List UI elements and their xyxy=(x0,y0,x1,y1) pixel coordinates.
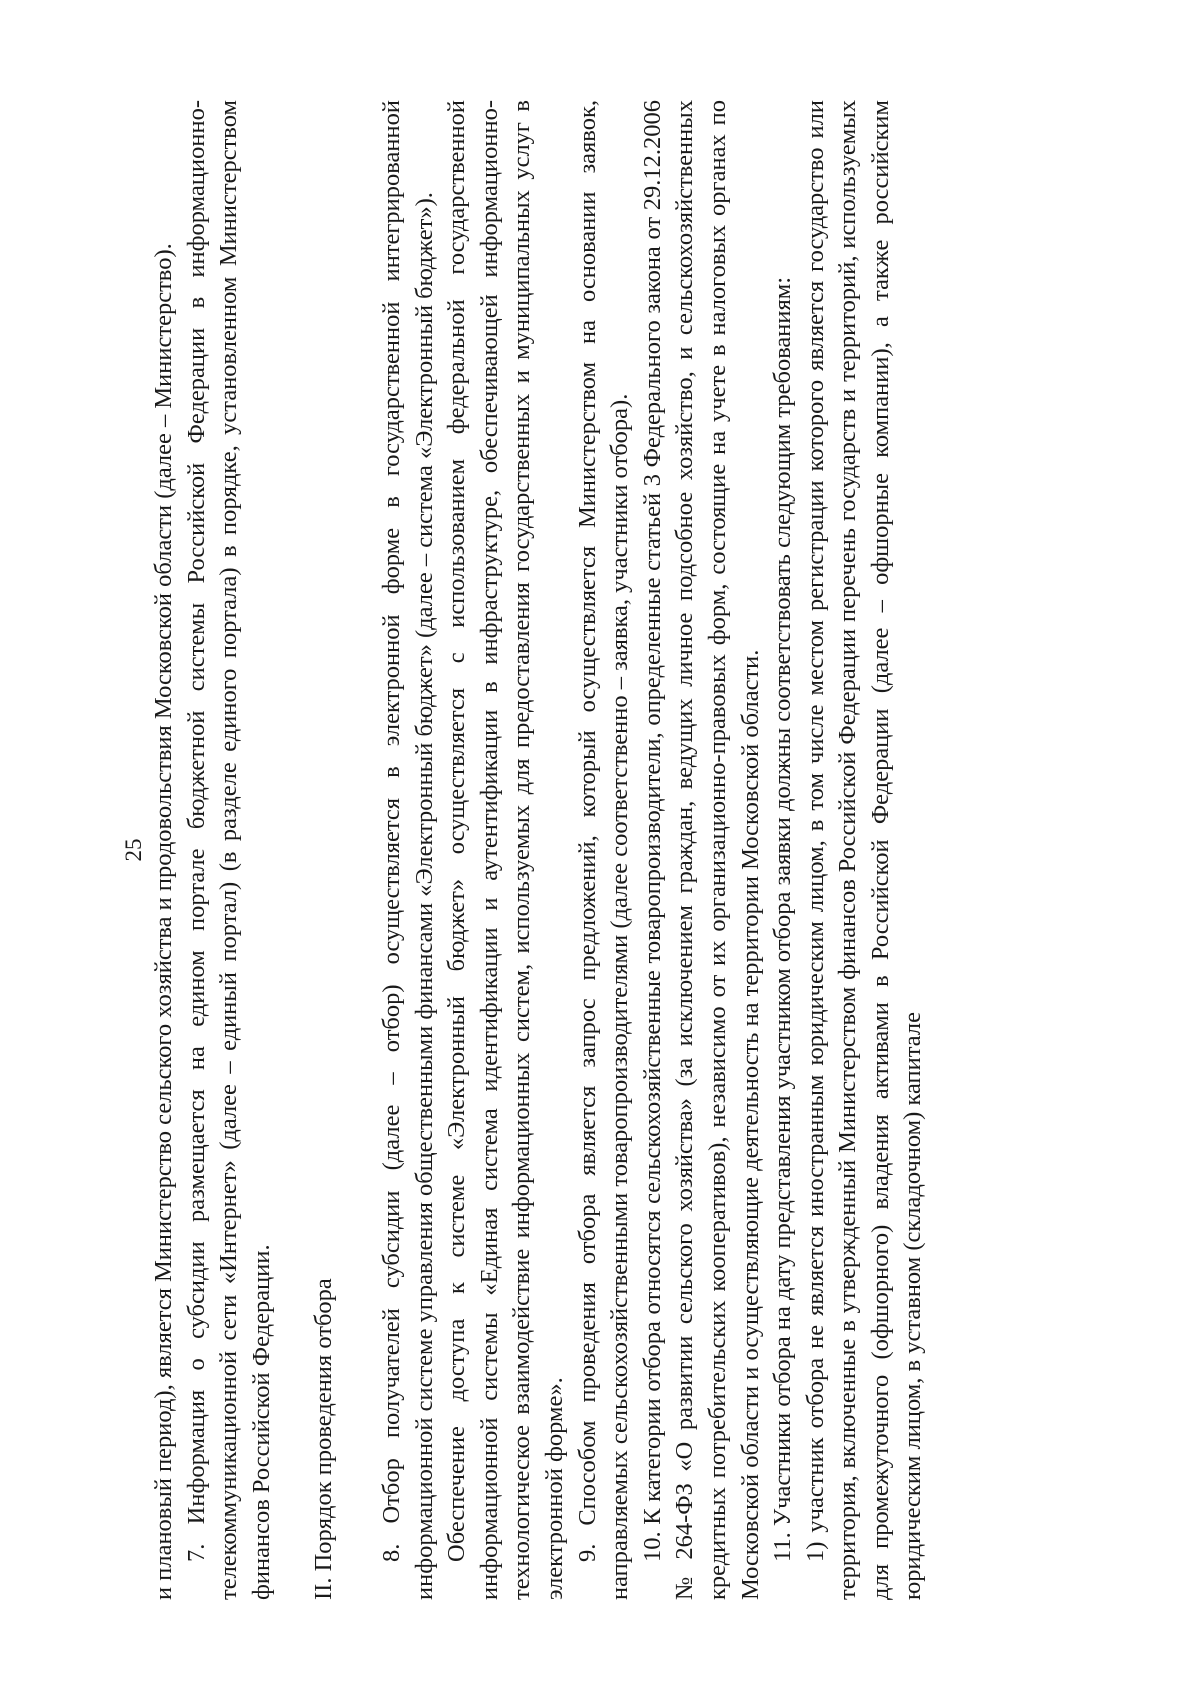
paragraph-access: Обеспечение доступа к системе «Электронный бюджет» осуществляется с использованием федеральной государственной информационной системы «Единая система идентификации и аутентификации в инфраструктуре, обеспечивающей информационно-технологическое взаимодействие информационных систем, используемых для предоставления государственных и муниципальных услуг в электронной форме». xyxy=(443,100,568,1600)
paragraph-item-9: 9. Способом проведения отбора является запрос предложений, который осуществляется Министерством на основании заявок, направляемых сельскохозяйственными товаропроизводителями (далее соответственно – заявка, участники отбора). xyxy=(573,100,634,1600)
section-heading: II. Порядок проведения отбора xyxy=(310,1278,338,1600)
document-page xyxy=(120,100,1080,1600)
paragraph-item-8: 8. Отбор получателей субсидии (далее – отбор) осуществляется в электронной форме в государственной интегрированной информационной системе управления общественными финансами «Электронный бюджет» (далее – система «Электронный бюджет»). xyxy=(377,100,438,1600)
document-body xyxy=(148,100,930,1600)
paragraph-continuation: и плановый период), является Министерство сельского хозяйства и продовольствия Московской области (далее – Министерство). xyxy=(150,243,177,1600)
paragraph-item-11: 11. Участники отбора на дату представления участником отбора заявки должны соответствовать следующим требованиям: xyxy=(769,276,797,1562)
page-number: 25 xyxy=(121,838,146,862)
paragraph-item-10: 10. К категории отбора относятся сельскохозяйственные товаропроизводители, определенные статьей 3 Федерального закона от 29.12.2006 № 264-ФЗ «О развитии сельского хозяйства» (за исключением граждан, ведущих личное подсобное хозяйство, и сельскохозяйственных кредитных потребительских кооперативов), независимо от их организационно-правовых форм, состоящие на учете в налоговых органах по Московской области и осуществляющие деятельность на территории Московской области. xyxy=(638,100,764,1600)
paragraph-item-7: 7. Информация о субсидии размещается на едином портале бюджетной системы Российской Федерации в информационно-телекоммуникационной сети «Интернет» (далее – единый портал) (в разделе единого портала) в порядке, установленном Министерством финансов Российской Федерации. xyxy=(182,100,275,1600)
paragraph-subitem-1: 1) участник отбора не является иностранным юридическим лицом, в том числе местом регистрации которого является государство или территория, включенные в утвержденный Министерством финансов Российской Федерации перечень государств и территорий, используемых для промежуточного (офшорного) владения активами в Российской Федерации (далее – офшорные компании), а также российским юридическим лицом, в уставном (складочном) капитале xyxy=(801,100,927,1600)
